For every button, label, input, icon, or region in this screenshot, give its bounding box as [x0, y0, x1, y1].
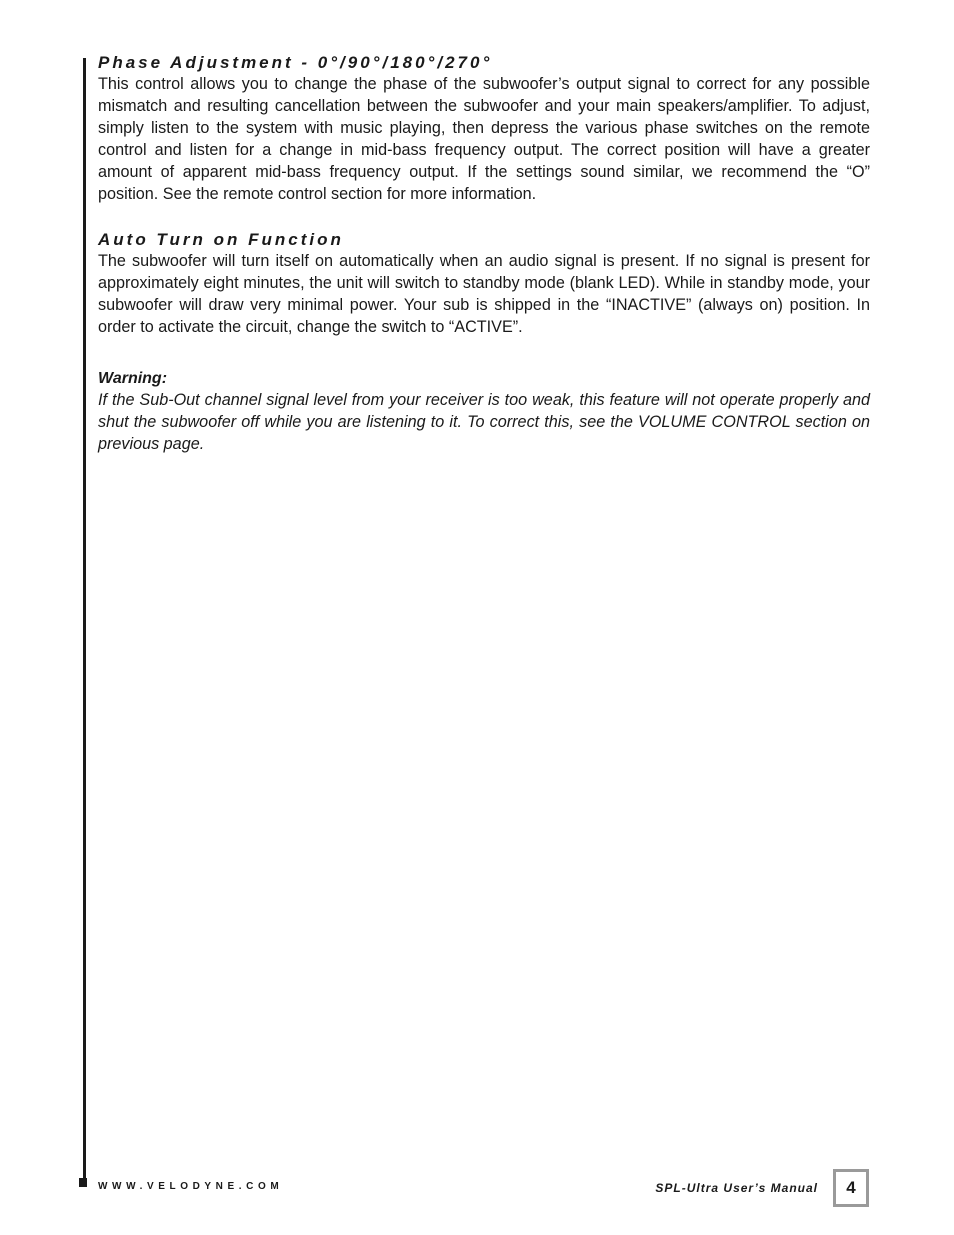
- section-heading: Phase Adjustment - 0°/90°/180°/270°: [98, 53, 493, 72]
- section-auto-turn-on: [98, 229, 870, 339]
- page-number-box: [833, 1169, 869, 1207]
- warning-block: [98, 368, 870, 456]
- warning-text: If the Sub-Out channel signal level from your receiver is too weak, this feature will not operate properly and shut the subwoofer off while you are listening to it. To correct this, see the VOLUME CONTROL section on previous page.: [98, 391, 870, 453]
- section-heading: Auto Turn on Function: [98, 230, 344, 250]
- section-body: The subwoofer will turn itself on automatically when an audio signal is present. If no signal is present for approximately eight minutes, the unit will switch to standby mode (blank LED). While in standby mode, your subwoofer will draw very minimal power. Your sub is shipped in the “INACTIVE” (always on) position. In order to activate the circuit, change the switch to “ACTIVE”.: [98, 252, 870, 337]
- margin-rule: [83, 58, 86, 1180]
- section-body: This control allows you to change the phase of the subwoofer’s output signal to correct for any possible mismatch and resulting cancellation between the subwoofer and your main speakers/amplifier. To adjust, simply listen to the system with music playing, then depress the various phase switches on the remote control and listen for a change in mid-bass frequency output. The correct position will have a greater amount of apparent mid-bass frequency output. If the settings sound similar, we recommend the “O” position. See the remote control section for more information.: [98, 75, 870, 203]
- section-phase-adjustment: [98, 52, 870, 205]
- page-number: 4: [846, 1178, 856, 1197]
- footer-website-url: WWW.VELODYNE.COM: [98, 1181, 284, 1192]
- margin-rule-end-marker: [79, 1178, 87, 1187]
- footer-manual-title: SPL-Ultra User’s Manual: [655, 1181, 818, 1195]
- warning-label: Warning:: [98, 370, 168, 388]
- page-content: [98, 52, 870, 456]
